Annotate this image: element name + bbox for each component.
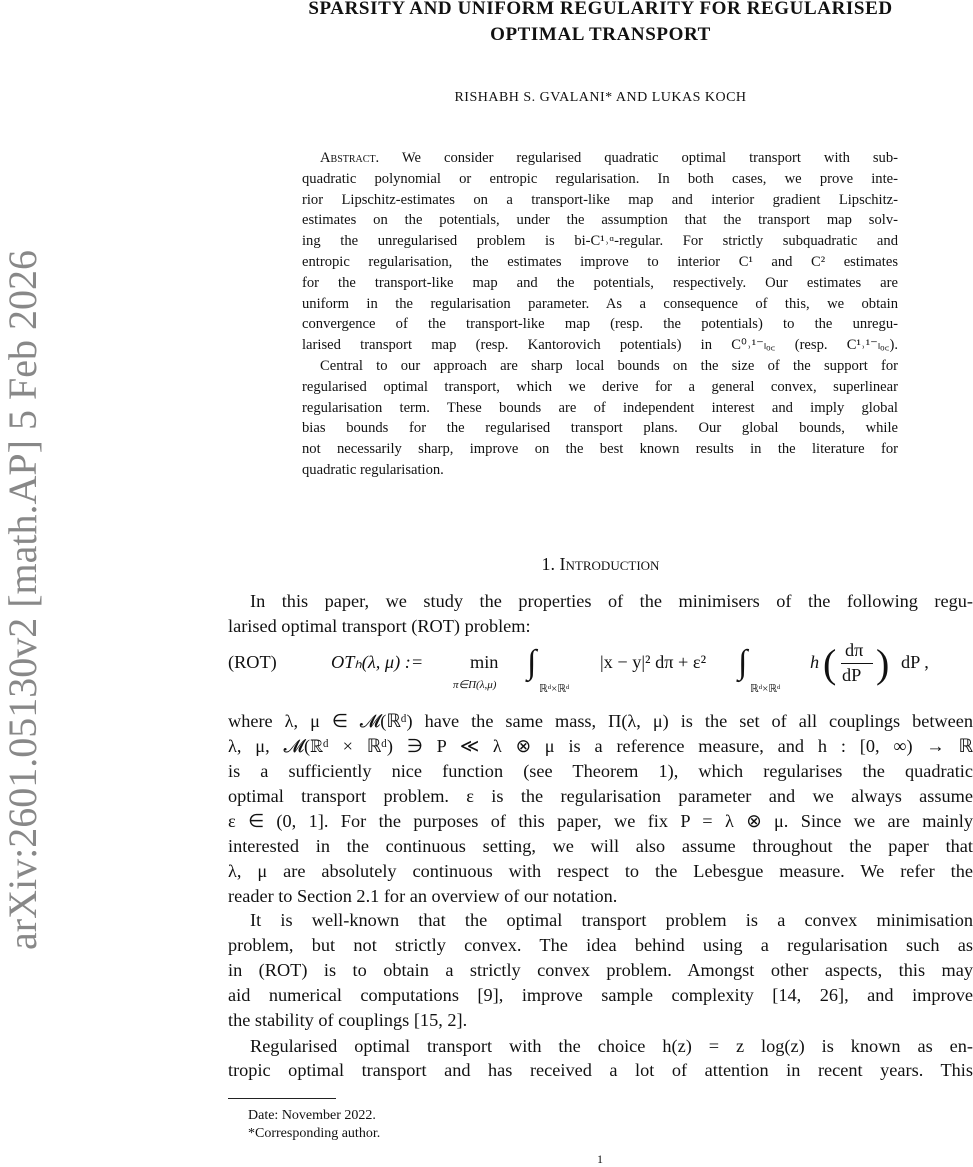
abstract-line: uniform in the regularisation parameter. As a consequence of this, we obtain: [302, 295, 898, 312]
fraction-numerator: dπ: [845, 640, 864, 660]
rot-equation: [228, 640, 973, 702]
body-line: It is well-known that the optimal transport problem is a convex minimisation: [250, 910, 973, 930]
abstract-line: regularisation term. These bounds are of independent interest and imply global: [302, 399, 898, 416]
footnote-text: Date: November 2022.: [248, 1108, 376, 1123]
fraction-bar: [841, 663, 873, 664]
abstract-line: not necessarily sharp, improve on the best known results in the literature for: [302, 441, 898, 458]
abstract-line: larised transport map (resp. Kantorovich potentials) in C⁰˒¹⁻ₗₒ꜀ (resp. C¹˒¹⁻ₗₒ꜀).: [302, 337, 898, 354]
abstract-line: rior Lipschitz-estimates on a transport-like map and interior gradient Lipschitz-: [302, 191, 898, 208]
body-line: Regularised optimal transport with the choice h(z) = z log(z) is known as en-: [250, 1036, 973, 1056]
abstract-line: [320, 148, 898, 168]
footnote-text: *Corresponding author.: [248, 1126, 381, 1141]
arxiv-side-stamp: arXiv:2601.05130v2 [math.AP] 5 Feb 2026: [0, 250, 45, 950]
body-line: reader to Section 2.1 for an overview of our notation.: [228, 886, 618, 906]
footnote-rule: [228, 1098, 336, 1099]
abstract-line: estimates on the potentials, under the assumption that the transport map solv-: [302, 212, 898, 229]
equation-tag: (ROT): [228, 652, 277, 672]
body-line: optimal transport problem. ε is the regularisation parameter and we always assume: [228, 786, 973, 806]
abstract-text: We consider regularised quadratic optimal transport with sub-: [379, 150, 898, 166]
abstract-line: Central to our approach are sharp local bounds on the size of the support for: [320, 358, 898, 374]
fraction-denominator: dP: [842, 665, 862, 685]
abstract-line: regularised optimal transport, which we derive for a general convex, superlinear: [302, 378, 898, 395]
body-line: the stability of couplings [15, 2].: [228, 1010, 468, 1030]
body-line: aid numerical computations [9], improve sample complexity [14, 26], and improve: [228, 985, 973, 1005]
equation-lhs: OTₕ(λ, μ) :=: [331, 652, 424, 672]
body-line: larised optimal transport (ROT) problem:: [228, 616, 531, 636]
footnote-date: [248, 1108, 376, 1124]
title-line: OPTIMAL TRANSPORT: [490, 24, 711, 45]
integral-domain: ℝᵈ×ℝᵈ: [750, 683, 781, 695]
body-line: tropic optimal transport and has received a lot of attention in recent years. This: [228, 1060, 973, 1080]
left-paren: (: [823, 641, 837, 686]
body-line: In this paper, we study the properties of the minimisers of the following regu-: [250, 591, 973, 611]
integral-sign: ∫: [527, 644, 537, 681]
equation-min: min: [470, 652, 499, 672]
section-heading: [228, 554, 973, 575]
body-line: where λ, μ ∈ 𝓜(ℝᵈ) have the same mass, Π(λ, μ) is the set of all couplings between: [228, 711, 973, 731]
abstract-line: convergence of the transport-like map (resp. the potentials) to the unregu-: [302, 316, 898, 333]
body-line: is a sufficiently nice function (see Theorem 1), which regularises the quadratic: [228, 761, 973, 781]
integral-domain: ℝᵈ×ℝᵈ: [539, 683, 570, 695]
abstract-line: entropic regularisation, the estimates improve to interior C¹ and C² estimates: [302, 254, 898, 270]
equation-min-sub: π∈Π(λ,μ): [453, 679, 497, 691]
equation-h: h: [810, 652, 820, 672]
equation-term1: |x − y|² dπ + ε²: [600, 652, 707, 672]
abstract-line: ing the unregularised problem is bi-C¹˒ᵅ-regular. For strictly subquadratic and: [302, 233, 898, 250]
body-line: problem, but not strictly convex. The idea behind using a regularisation such as: [228, 935, 973, 955]
integral-sign: ∫: [738, 644, 748, 681]
body-line: in (ROT) is to obtain a strictly convex problem. Amongst other aspects, this may: [228, 960, 973, 980]
paper-title: [228, 0, 973, 48]
abstract-line: quadratic regularisation.: [302, 462, 444, 478]
authors: RISHABH S. GVALANI* AND LUKAS KOCH: [454, 90, 747, 105]
abstract-line: quadratic polynomial or entropic regularisation. In both cases, we prove inte-: [302, 170, 898, 187]
section-title: 1. Introduction: [541, 554, 660, 574]
body-line: interested in the continuous setting, we will also assume throughout the paper that: [228, 836, 973, 856]
abstract-label: Abstract.: [320, 150, 380, 166]
abstract-line: for the transport-like map and the potentials, respectively. Our estimates are: [302, 274, 898, 291]
abstract-line: bias bounds for the regularised transport plans. Our global bounds, while: [302, 420, 898, 437]
body-line: λ, μ are absolutely continuous with respect to the Lebesgue measure. We refer the: [228, 861, 973, 881]
page-number: 1: [597, 1152, 603, 1166]
footnote-corresponding: [248, 1126, 380, 1142]
body-line: λ, μ, 𝓜(ℝᵈ × ℝᵈ) ∋ P ≪ λ ⊗ μ is a reference measure, and h : [0, ∞) → ℝ: [228, 736, 973, 756]
equation-tail: dP ,: [901, 652, 929, 672]
body-line: ε ∈ (0, 1]. For the purposes of this paper, we fix P = λ ⊗ μ. Since we are mainly: [228, 811, 973, 831]
title-line: SPARSITY AND UNIFORM REGULARITY FOR REGULARISED: [308, 0, 893, 19]
right-paren: ): [876, 641, 890, 686]
